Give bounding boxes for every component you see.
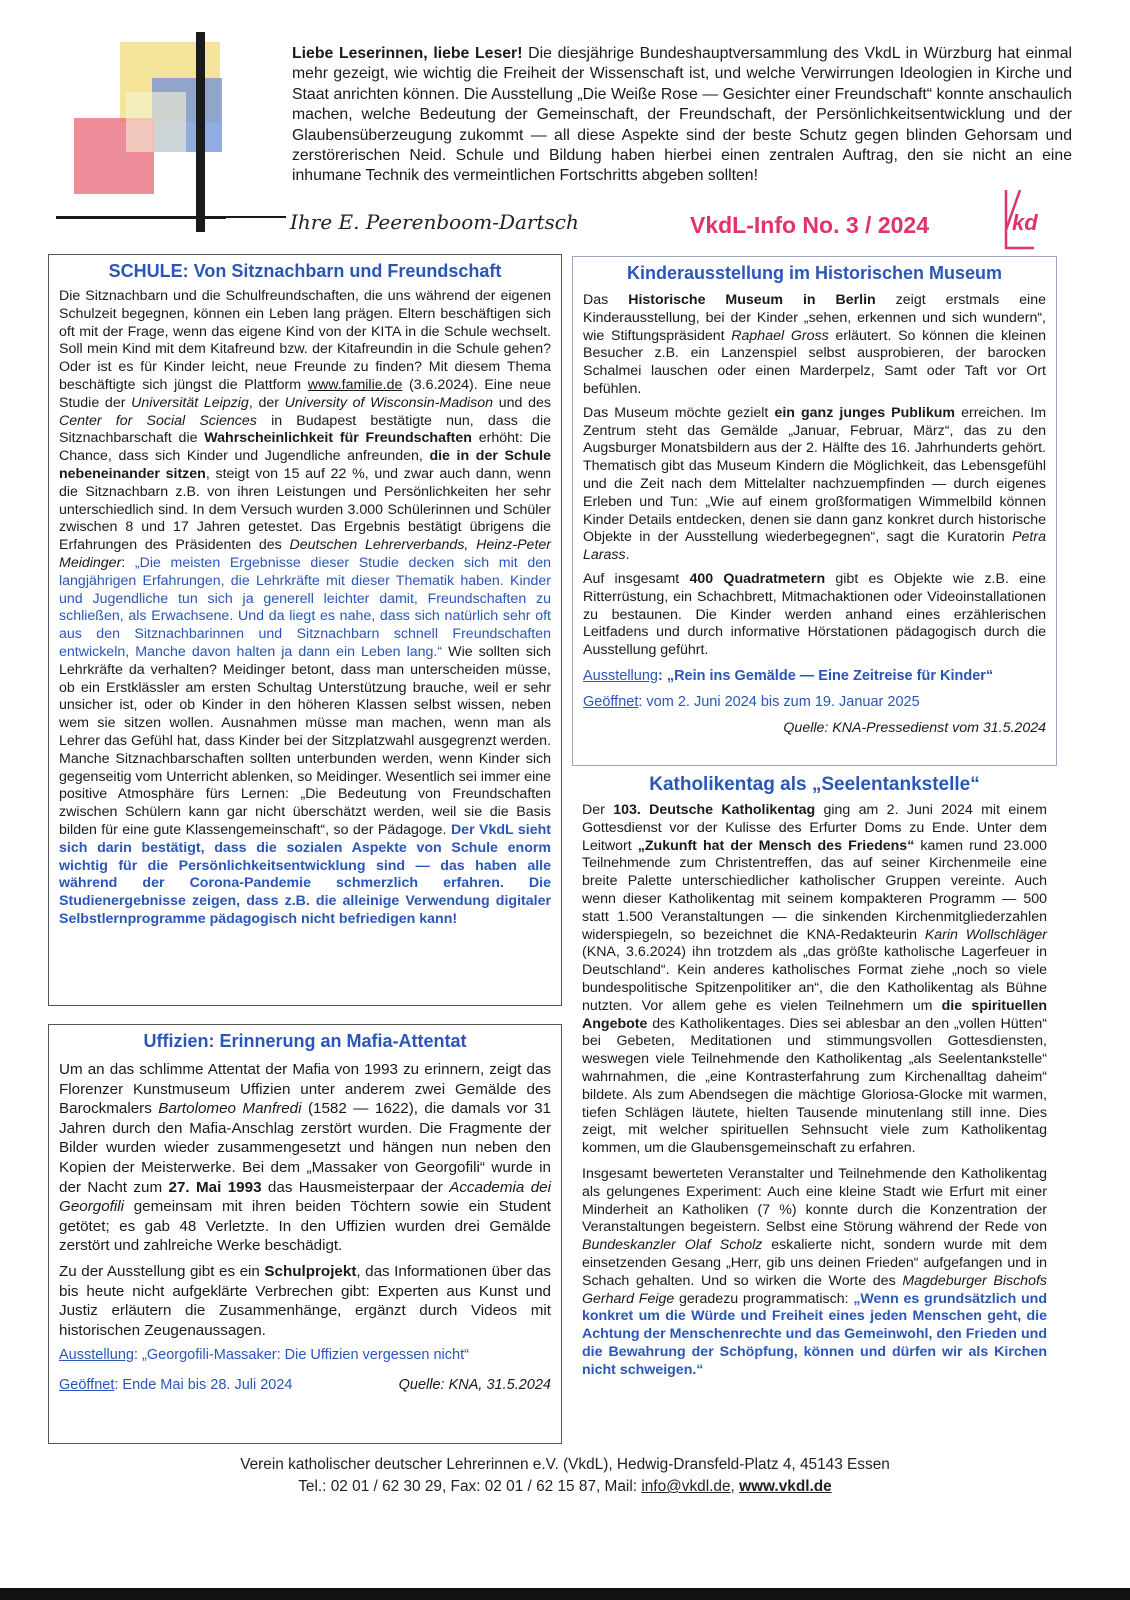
article-uffizien-title: Uffizien: Erinnerung an Mafia-Attentat <box>143 1031 467 1051</box>
feige-quote: „Wenn es grundsätzlich und konkret um die Würde und Freiheit eines jeden Menschen geht, die Achtung der Menschenrechte und das Gemeinwohl, den Frieden und die Bewahrung der Schöpfung, können und dürfen wir als Kirchen nicht schweigen.“ <box>582 1290 1047 1378</box>
editorial-greeting: Liebe Leserinnen, liebe Leser! <box>292 45 523 62</box>
article-katholikentag-title: Katholikentag als „Seelentankstelle“ <box>649 774 980 795</box>
article-uffizien-body: Um an das schlimme Attentat der Mafia von 1993 zu erinnern, zeigt das Florenzer Kunstmuseum Uffizien unter anderem zwei Gemälde des Barockmalers Bartolomeo Manfredi (1582 — 1622), die damals vor 31 Jahren durch den Mafia-Anschlag zerstört wurden. Die Fragmente der Bilder wurden wieder zusammengesetzt und hängen nun neben den Kopien der Meisterwerke. Bei dem „Massaker von Georgofili“ wurde in der Nacht zum 27. Mai 1993 das Hausmeisterpaar der Accademia dei Georgofili gemeinsam mit ihren beiden Töchtern sowie ein Student getötet; es gab 48 Verletzte. In den Uffizien wurden drei Gemälde zerstört und zahlreiche Werke beschädigt. Zu der Ausstellung gibt es ein Schulprojekt, das Informationen über das bis heute nicht aufgeklärte Verbrechen gibt: Experten aus Kunst und Justiz erläutern die Zusammenhänge, ergänzt durch Videos mit historischen Zeugenaussagen. <box>59 1061 552 1339</box>
issue-number: VkdL-Info No. 3 / 2024 <box>690 212 929 238</box>
article-schule <box>48 254 562 1006</box>
uffizien-exhibition: Ausstellung: „Georgofili-Massaker: Die Uffizien vergessen nicht“ <box>59 1347 469 1364</box>
website-link[interactable]: www.vkdl.de <box>739 1478 832 1495</box>
meidinger-quote: „Die meisten Ergebnisse dieser Studie decken sich mit den langjährigen Erfahrungen, die Lehrkräfte mit dieser Thematik haben. Kinder und Jugendliche tun sich ja generell leichter damit, Freundschaften zu schließen, als Erwachsene. Und da liegt es nahe, dass sich natürlich sehr oft aus den Sitznachbarinnen und Sitznachbarn schnell Freundschaften entwickeln, Manche davon halten ja dann ein Leben lang.“ <box>59 554 551 660</box>
footer-contact: Tel.: 02 01 / 62 30 29, Fax: 02 01 / 62 15 87, Mail: info@vkdl.de, www.vkdl.de <box>298 1478 832 1495</box>
editorial-text: Die diesjährige Bundeshauptversammlung des VkdL in Würzburg hat einmal mehr gezeigt, wie wichtig die Freiheit der Wissenschaft ist, und welche Verwirrungen Ideologien in Kirche und Staat anrichten können. Die Ausstellung „Die Weiße Rose — Gesichter einer Freundschaft“ konnte anschaulich machen, welche Bedeutung der Gemeinschaft, der Freundschaft, der Persönlichkeitsentwicklung und der Glaubensüberzeugung zukommt — all diese Aspekte sind der beste Schutz gegen blinden Gehorsam und zerstörerischen Neid. Schule und Bildung haben hierbei einen zentralen Auftrag, den sie nicht an eine inhumane Technik des vermeintlichen Fortschritts abgeben sollten! <box>292 45 1072 185</box>
article-kinder-title: Kinderausstellung im Historischen Museum <box>626 263 1003 283</box>
signature-rule <box>226 216 286 218</box>
editor-signature: Ihre E. Peerenboom-Dartsch <box>290 210 579 234</box>
article-schule-title: SCHULE: Von Sitznachbarn und Freundschaft <box>108 261 502 281</box>
article-uffizien <box>48 1024 562 1444</box>
footer-address: Verein katholischer deutscher Lehrerinnen e.V. (VkdL), Hedwig-Dransfeld-Platz 4, 45143 Essen <box>240 1456 890 1473</box>
article-katholikentag <box>572 768 1057 1444</box>
mail-link[interactable]: info@vkdl.de <box>641 1478 731 1495</box>
article-katholikentag-body: Der 103. Deutsche Katholikentag ging am 2. Juni 2024 mit einem Gottesdienst vor der Kulisse des Erfurter Doms zu Ende. Unter dem Leitwort „Zukunft hat der Mensch des Friedens“ kamen rund 23.000 Teilnehmende zum Christentreffen, das auf seiner Kirchenmeile eine breite Palette unterschiedlicher katholischer Gruppen vereinte. Auch wenn dieser Katholikentag mit seinem kompakteren Programm — 500 statt 1.500 Veranstaltungen — die sinkenden Kirchenmitgliederzahlen widerspiegeln, so bezeichnet die KNA-Redakteurin Karin Wollschläger (KNA, 3.6.2024) ihn trotzdem als „das größte katholische Lagerfeuer in Deutschland“. Kein anderes katholisches Format ziehe „noch so viele bundespolitische Spitzenpolitiker an“, die den Katholikentag als Bühne nutzten. Vor allem gehe es vielen Teilnehmern um die spirituellen Angebote des Katholikentages. Dies sei ablesbar an den „vollen Hütten“ bei Gebeten, Meditationen und stimmungsvollen Gottesdiensten, weswegen viele Teilnehmende den Katholikentag „als Seelentankstelle“ wahrnahmen, die „eine Kontrasterfahrung zum Kirchenalltag daheim“ bildete. Als zum Abendsegen die mächtige Gloriosa-Glocke mit warmen, tiefen Schlägen läutete, hielten Tausende minutenlang still inne. Dies zeigt, mit welcher spirituellen Sehnsucht viele zum Katholikentag kommen, um die Glaubensgemeinschaft zu erfahren. Insgesamt bewerteten Veranstalter und Teilnehmende den Katholikentag als gelungenes Experiment: Auch eine kleine Stadt wie Erfurt mit einer Minderheit an Katholiken (7 %) konnte durch die Konzentration der Veranstaltungen begeistern. Selbst eine Störung während der Rede von Bundeskanzler Olaf Scholz eskalierte nicht, sondern wurde mit dem einsetzenden Gesang „Herr, gib uns deinen Frieden“ aufgefangen und in Schach gehalten. Und so wirken die Worte des Magdeburger Bischofs Gerhard Feige geradezu programmatisch: „Wenn es grundsätzlich und konkret um die Würde und Freiheit eines jeden Menschen geht, die Achtung der Menschenrechte und das Gemeinwohl, den Frieden und die Bewahrung der Schöpfung, können und dürfen wir als Kirchen nicht schweigen.“ <box>582 802 1048 1378</box>
editorial-intro <box>292 44 1072 187</box>
article-kinder-body: Das Historische Museum in Berlin zeigt erstmals eine Kinderausstellung, bei der Kinder „sehen, erkennen und sich wundern“, wie Stiftungspräsident Raphael Gross erläutert. So können die kleinen Besucher z.B. ein Lanzenspiel selbst ausprobieren, der barocken Schalmei lauschen oder einen Marderpelz, Samt oder Taft vor Ort befühlen. Das Museum möchte gezielt ein ganz junges Publikum erreichen. Im Zentrum steht das Gemälde „Januar, Februar, März“, das zu den Augsburger Monatsbildern aus der 2. Hälfte des 16. Jahrhunderts gehört. Thematisch gibt das Museum Kindern die Möglichkeit, das Lebensgefühl und die Zeit nach dem Mittelalter nachzuempfinden — durch eigenes Erleben und Tun: „Wie auf einem großformatigen Wimmelbild können Kinder Details entdecken, denen sie dann ganz konkret durch historische Objekte in der Ausstellung wiederbegegnen“, sagt die Kuratorin Petra Larass. Auf insgesamt 400 Quadratmetern gibt es Objekte wie z.B. eine Ritterrüstung, ein Schachbrett, Mitmachaktionen oder Videoinstallationen zu bestaunen. Die Kinder werden anhand eines erzählerischen Leitfadens und durch informative Hörstationen pädagogisch durch die Ausstellung geführt. <box>583 292 1047 659</box>
vkdl-cross-logo <box>56 32 226 232</box>
article-schule-body: Die Sitznachbarn und die Schulfreundschaften, die uns während der eigenen Schulzeit begegnen, können ein Leben lang prägen. Eltern beschäftigen sich oft mit der Frage, wenn das eigene Kind von der KITA in die Schule wechselt. Soll mein Kind mit dem Kitafreund bzw. der Kitafreundin in die Schule gehen? Oder ist es für Kinder leicht, neue Freunde zu finden? Mit diesem Thema beschäftigte sich jüngst die Plattform www.familie.de (3.6.2024). Eine neue Studie der Universität Leipzig, der University of Wisconsin-Madison und des Center for Social Sciences in Budapest bestätigte nun, dass die Sitznachbarschaft die Wahrscheinlichkeit für Freundschaften erhöht: Die Chance, dass sich Kinder und Jugendliche anfreunden, die in der Schule nebeneinander sitzen, steigt von 15 auf 22 %, und zwar auch dann, wenn die Sitznachbarn z.B. von ihren Leistungen und Persönlichkeiten her sehr unterschiedlich sind. In dem Versuch wurden 3.000 Schülerinnen und Schüler zwischen 8 und 17 Jahren getestet. Das Ergebnis bestätigt übrigens die Erfahrungen des Präsidenten des Deutschen Lehrerverbands, Heinz-Peter Meidinger: „Die meisten Ergebnisse dieser Studie decken sich mit den langjährigen Erfahrungen, die Lehrkräfte mit dieser Thematik haben. Kinder und Jugendliche tun sich ja generell leichter damit, Freundschaften zu schließen, als Erwachsene. Und da liegt es nahe, dass sich natürlich sehr oft aus den Sitznachbarinnen und Sitznachbarn schnell Freundschaften entwickeln, Manche davon halten ja dann ein Leben lang.“ Wie sollten sich Lehrkräfte da verhalten? Meidinger betont, dass man unterscheiden müsse, ob ein Erstklässler am ersten Schultag Unterstützung brauche, weil er sehr unsicher ist, oder ob Kinder in den höheren Klassen selbst wissen, neben wem sie sitzen wollen. Ausnahmen müsse man machen, wenn man als Lehrer das Gefühl hat, dass Kinder bei der Sitzplatzwahl ausgegrenzt werden. Manche Sitznachbarschaften sollten unterbunden werden, wenn Kinder sich gegenseitig vom Unterricht ablenken, so Meidinger. Wesentlich sei immer eine positive Atmosphäre fürs Lernen: „Die Bedeutung von Freundschaften zwischen Schülern kann gar nicht überschätzt werden, weil sie die Basis bilden für eine gute Klassengemeinschaft“, so der Pädagoge. Der VkdL sieht sich darin bestätigt, dass die sozialen Aspekte von Schule enorm wichtig für die Persönlichkeitsentwicklung sind — das haben alle während der Corona-Pandemie schmerzlich erfahren. Die Studienergebnisse zeigen, dass z.B. die alleinige Verwendung digitaler Selbstlernprogramme pädagogisch nicht befriedigen kann! <box>59 288 552 927</box>
vkdl-statement: Der VkdL sieht sich darin bestätigt, dass die sozialen Aspekte von Schule enorm wichtig für die Persönlichkeitsentwicklung sind — das haben alle während der Corona-Pandemie schmerzlich erfahren. Die Studienergebnisse zeigen, dass z.B. die alleinige Verwendung digitaler Selbstlernprogramme pädagogisch nicht befriedigen kann! <box>59 821 551 927</box>
kinder-exhibition: Ausstellung: „Rein ins Gemälde — Eine Zeitreise für Kinder“ <box>583 667 994 684</box>
bottom-scan-edge <box>0 1588 1130 1600</box>
kd-logo-text: kd <box>1012 210 1038 235</box>
uffizien-opening: Geöffnet: Ende Mai bis 28. Juli 2024 Quelle: KNA, 31.5.2024 <box>59 1376 551 1393</box>
familie-link[interactable]: www.familie.de <box>307 376 403 393</box>
kinder-opening: Geöffnet: vom 2. Juni 2024 bis zum 19. Januar 2025 <box>583 693 920 710</box>
kinder-source: Quelle: KNA-Pressedienst vom 31.5.2024 <box>783 719 1046 736</box>
kd-logo-icon <box>1000 186 1040 256</box>
article-kinder <box>572 256 1057 766</box>
